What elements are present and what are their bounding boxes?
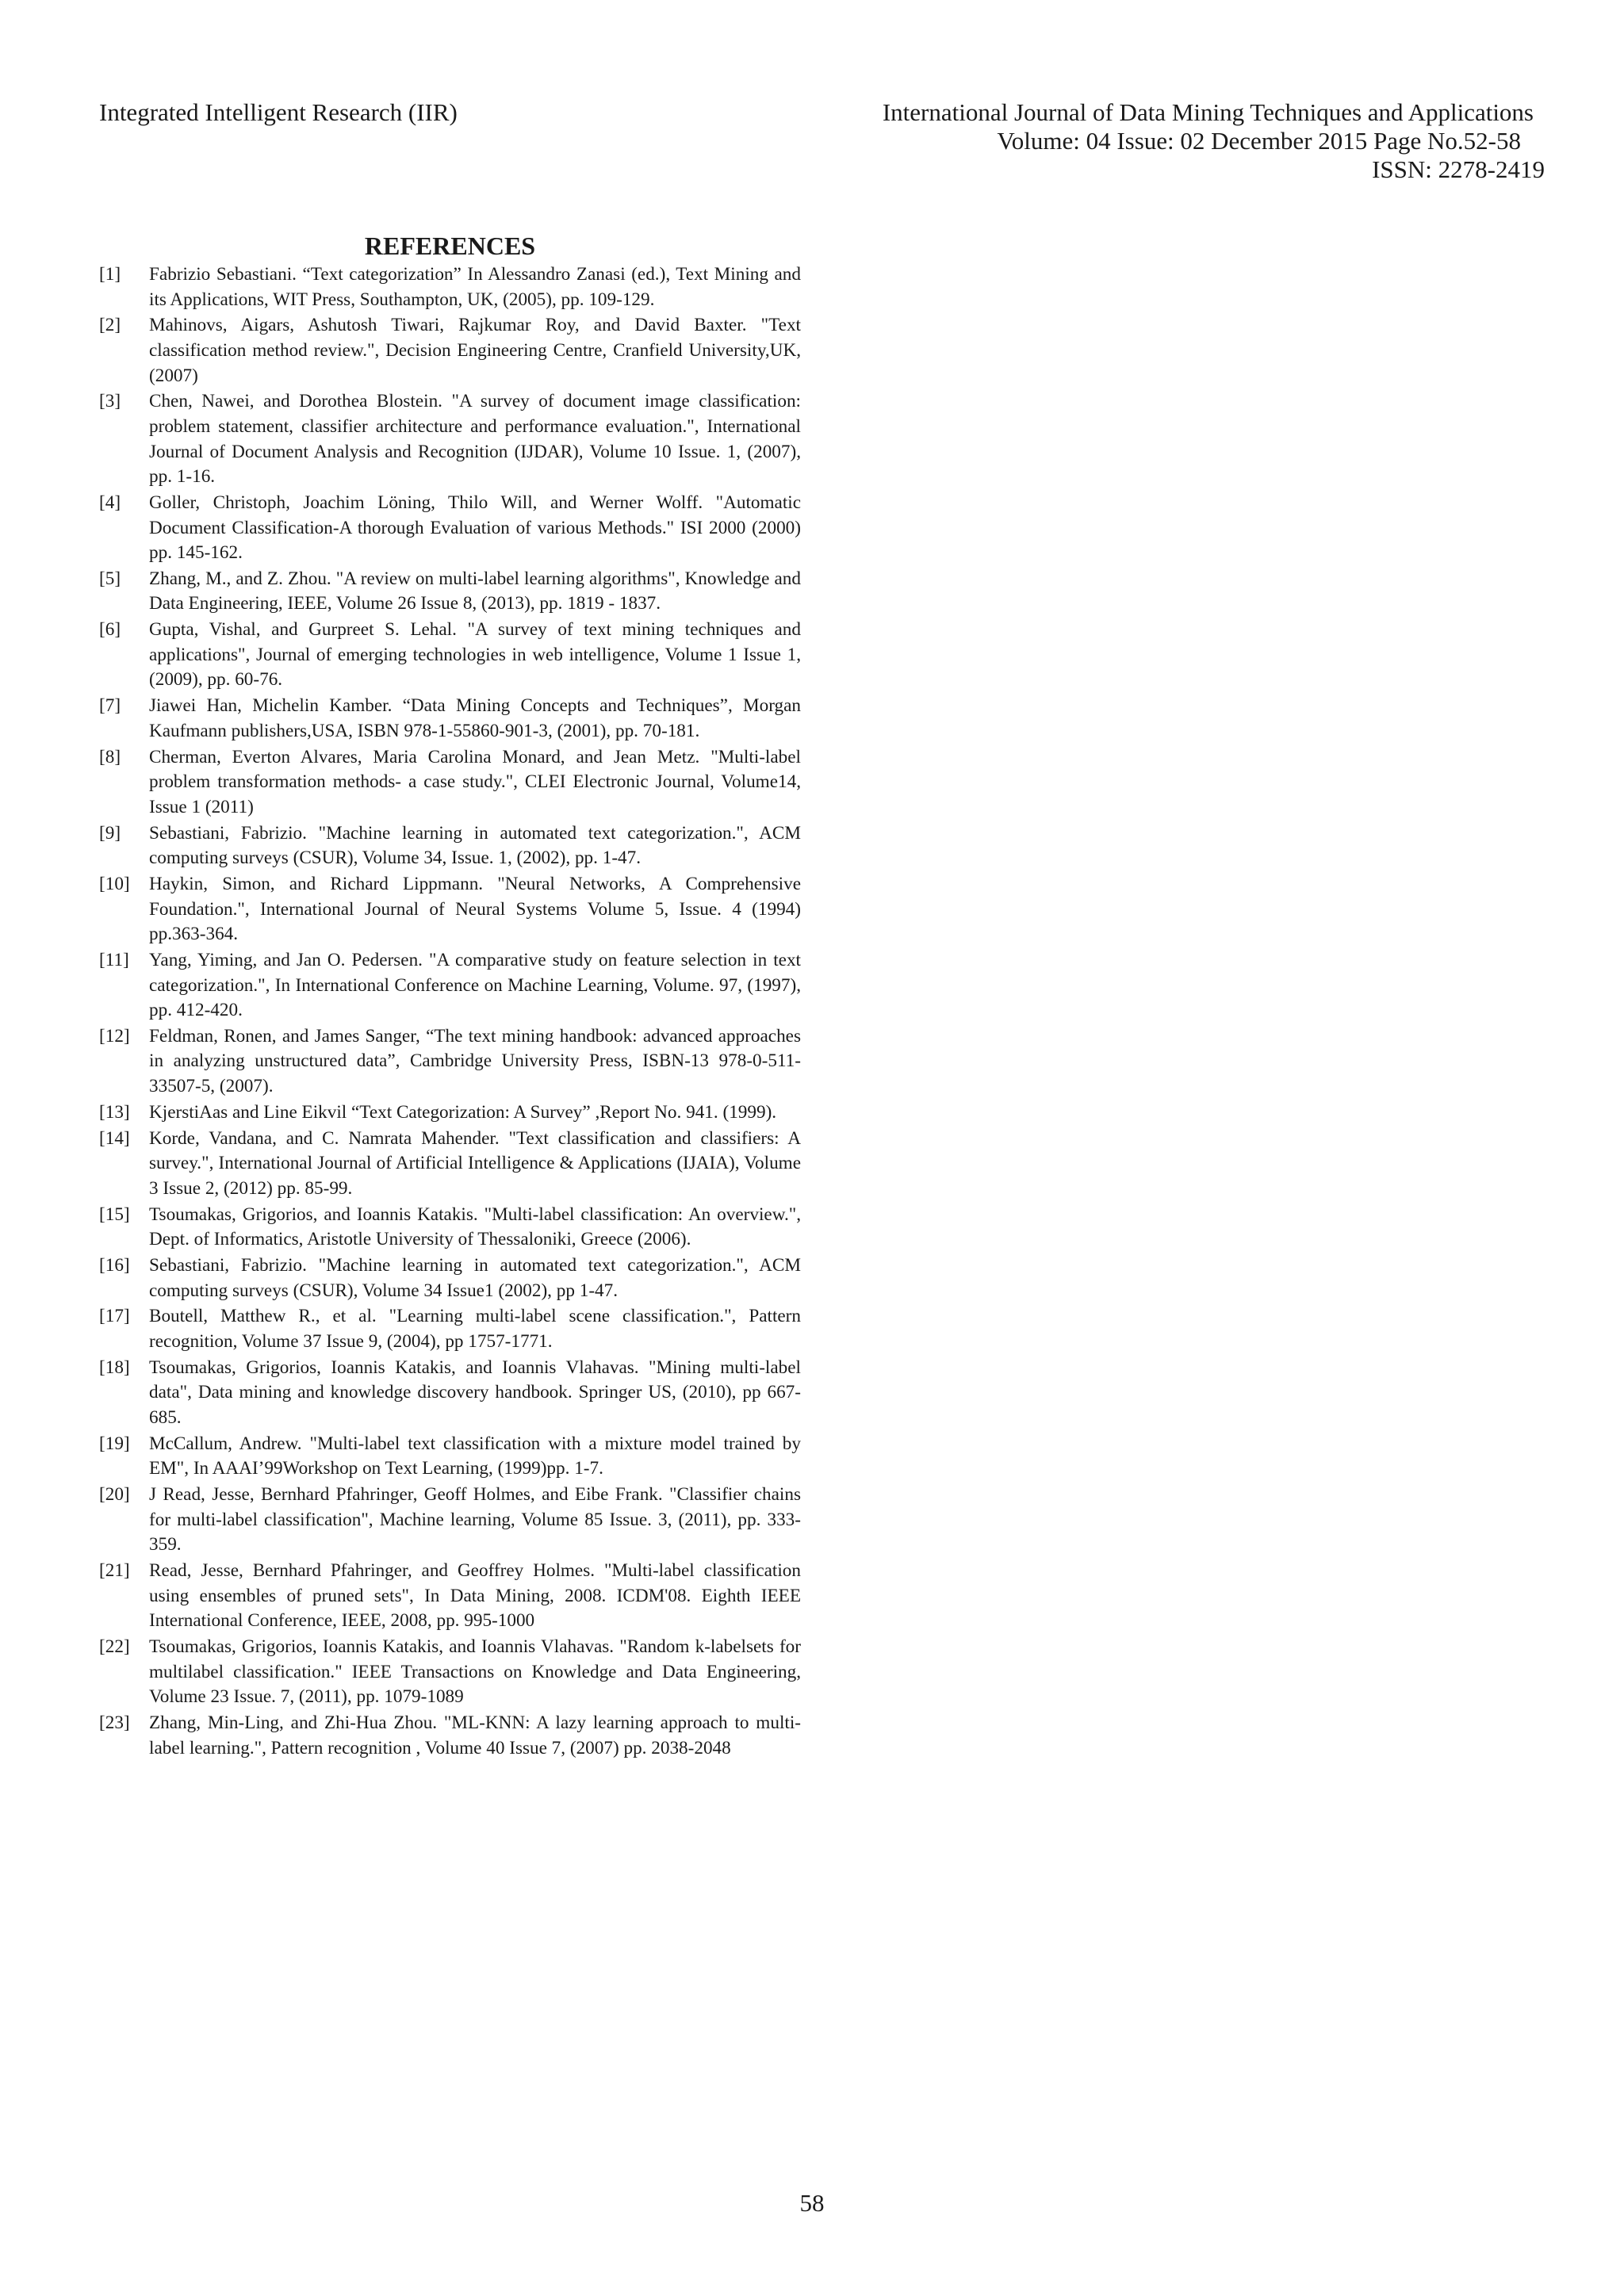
reference-text: Jiawei Han, Michelin Kamber. “Data Mining Concepts and Techniques”, Morgan Kaufmann publishers,USA, ISBN 978-1-55860-901-3, (2001), pp. 70-181. (149, 695, 801, 741)
reference-item (99, 567, 801, 617)
reference-text: Gupta, Vishal, and Gurpreet S. Lehal. "A survey of text mining techniques and applications", Journal of emerging technologies in web intelligence, Volume 1 Issue 1, (2009), pp. 60-76. (149, 619, 801, 691)
header-journal-title: International Journal of Data Mining Techniques and Applications (882, 98, 1534, 126)
reference-item (99, 1253, 801, 1303)
reference-number: [11] (99, 949, 129, 970)
reference-text: Haykin, Simon, and Richard Lippmann. "Neural Networks, A Comprehensive Foundation.", International Journal of Neural Systems Volume 5, Issue. 4 (1994) pp.363-364. (149, 873, 801, 945)
reference-text: Yang, Yiming, and Jan O. Pedersen. "A comparative study on feature selection in text categorization.", In International Conference on Machine Learning, Volume. 97, (1997), pp. 412-420. (149, 949, 801, 1021)
reference-number: [20] (99, 1484, 130, 1506)
reference-number: [19] (99, 1433, 130, 1454)
reference-number: [7] (99, 695, 121, 717)
reference-text: Zhang, Min-Ling, and Zhi-Hua Zhou. "ML-KNN: A lazy learning approach to multi-label learning.", Pattern recognition , Volume 40 Issue 7, (2007) pp. 2038-2048 (149, 1712, 801, 1758)
reference-item (99, 1559, 801, 1634)
reference-text: Sebastiani, Fabrizio. "Machine learning in automated text categorization.", ACM computing surveys (CSUR), Volume 34 Issue1 (2002), pp 1-47. (149, 1254, 801, 1301)
reference-text: Tsoumakas, Grigorios, Ioannis Katakis, and Ioannis Vlahavas. "Random k-labelsets for multilabel classification." IEEE Transactions on Knowledge and Data Engineering, Volume 23 Issue. 7, (2011), pp. 1079-1089 (149, 1636, 801, 1708)
reference-number: [12] (99, 1025, 130, 1047)
reference-number: [14] (99, 1127, 130, 1149)
reference-item (99, 745, 801, 821)
reference-item (99, 1024, 801, 1100)
references-heading: REFERENCES (364, 232, 536, 260)
reference-item (99, 1432, 801, 1482)
reference-item (99, 694, 801, 744)
page-number: 58 (799, 2189, 825, 2217)
reference-number: [1] (99, 264, 121, 285)
reference-number: [22] (99, 1636, 130, 1657)
reference-text: Read, Jesse, Bernhard Pfahringer, and Geoffrey Holmes. "Multi-label classification using ensembles of pruned sets", In Data Mining, 2008. ICDM'08. Eighth IEEE International Conference, IEEE, 2008, pp. 995-1000 (149, 1560, 801, 1632)
reference-text: Boutell, Matthew R., et al. "Learning multi-label scene classification.", Pattern recognition, Volume 37 Issue 9, (2004), pp 1757-1771. (149, 1306, 801, 1352)
reference-text: Tsoumakas, Grigorios, and Ioannis Katakis. "Multi-label classification: An overview.", Dept. of Informatics, Aristotle University of Thessaloniki, Greece (2006). (149, 1203, 801, 1250)
header-publisher: Integrated Intelligent Research (IIR) (99, 98, 458, 126)
reference-item (99, 1100, 801, 1126)
reference-number: [4] (99, 492, 121, 513)
reference-text: Chen, Nawei, and Dorothea Blostein. "A survey of document image classification: problem statement, classifier architecture and performance evaluation.", International Journal of Document Analysis and Recognition (IJDAR), Volume 10 Issue. 1, (2007), pp. 1-16. (149, 391, 801, 488)
reference-text: Fabrizio Sebastiani. “Text categorization” In Alessandro Zanasi (ed.), Text Mining and its Applications, WIT Press, Southampton, UK, (2005), pp. 109-129. (149, 264, 801, 310)
reference-list (99, 262, 801, 1762)
reference-number: [3] (99, 391, 121, 412)
reference-item (99, 1711, 801, 1761)
header-volume-issue: Volume: 04 Issue: 02 December 2015 Page No.52-58 (997, 127, 1521, 155)
reference-number: [6] (99, 619, 121, 641)
reference-number: [8] (99, 746, 121, 767)
reference-number: [15] (99, 1203, 130, 1225)
reference-item (99, 313, 801, 388)
reference-number: [16] (99, 1254, 130, 1276)
reference-item (99, 1203, 801, 1253)
reference-text: Mahinovs, Aigars, Ashutosh Tiwari, Rajkumar Roy, and David Baxter. "Text classification method review.", Decision Engineering Centre, Cranfield University,UK,(2007) (149, 315, 801, 386)
reference-item (99, 1635, 801, 1710)
reference-item (99, 618, 801, 693)
reference-text: Feldman, Ronen, and James Sanger, “The text mining handbook: advanced approaches in analyzing unstructured data”, Cambridge University Press, ISBN-13 978-0-511-33507-5, (2007). (149, 1025, 801, 1097)
reference-text: J Read, Jesse, Bernhard Pfahringer, Geoff Holmes, and Eibe Frank. "Classifier chains for multi-label classification", Machine learning, Volume 85 Issue. 3, (2011), pp. 333-359. (149, 1484, 801, 1556)
reference-text: KjerstiAas and Line Eikvil “Text Categorization: A Survey” ,Report No. 941. (1999). (149, 1101, 777, 1123)
reference-number: [2] (99, 315, 121, 336)
reference-number: [18] (99, 1357, 130, 1378)
reference-item (99, 1483, 801, 1558)
reference-text: Zhang, M., and Z. Zhou. "A review on multi-label learning algorithms", Knowledge and Data Engineering, IEEE, Volume 26 Issue 8, (2013), pp. 1819 - 1837. (149, 568, 801, 614)
reference-text: Goller, Christoph, Joachim Löning, Thilo Will, and Werner Wolff. "Automatic Document Classification-A thorough Evaluation of various Methods." ISI 2000 (2000) pp. 145-162. (149, 492, 801, 564)
reference-text: Cherman, Everton Alvares, Maria Carolina Monard, and Jean Metz. "Multi-label problem transformation methods- a case study.", CLEI Electronic Journal, Volume14, Issue 1 (2011) (149, 746, 801, 817)
reference-text: Sebastiani, Fabrizio. "Machine learning in automated text categorization.", ACM computing surveys (CSUR), Volume 34, Issue. 1, (2002), pp. 1-47. (149, 822, 801, 869)
reference-item (99, 1304, 801, 1354)
reference-text: McCallum, Andrew. "Multi-label text classification with a mixture model trained by EM", In AAAI’99Workshop on Text Learning, (1999)pp. 1-7. (149, 1433, 801, 1479)
reference-item (99, 389, 801, 489)
reference-item (99, 1356, 801, 1431)
reference-item (99, 821, 801, 871)
reference-item (99, 948, 801, 1024)
header-issn: ISSN: 2278-2419 (1372, 155, 1545, 183)
reference-text: Tsoumakas, Grigorios, Ioannis Katakis, and Ioannis Vlahavas. "Mining multi-label data", Data mining and knowledge discovery handbook. Springer US, (2010), pp 667-685. (149, 1357, 801, 1428)
reference-number: [9] (99, 822, 121, 844)
reference-number: [17] (99, 1306, 130, 1327)
header-journal-info (593, 98, 1545, 184)
reference-item (99, 1127, 801, 1202)
reference-text: Korde, Vandana, and C. Namrata Mahender. "Text classification and classifiers: A survey.", International Journal of Artificial Intelligence & Applications (IJAIA), Volume 3 Issue 2, (2012) pp. 85-99. (149, 1127, 801, 1199)
reference-number: [5] (99, 568, 121, 589)
reference-number: [23] (99, 1712, 130, 1733)
reference-number: [13] (99, 1101, 130, 1123)
reference-number: [21] (99, 1560, 130, 1582)
reference-item (99, 872, 801, 947)
reference-number: [10] (99, 873, 130, 894)
reference-item (99, 262, 801, 312)
reference-item (99, 491, 801, 566)
